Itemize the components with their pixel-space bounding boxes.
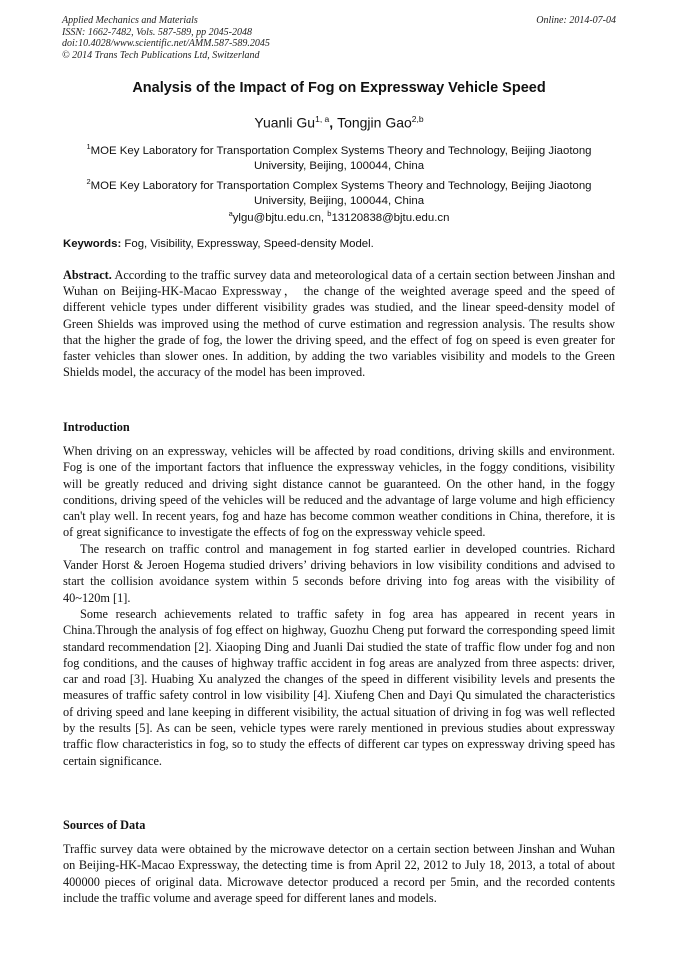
affiliation-marker: 2 bbox=[86, 177, 91, 186]
author-superscript: 2,b bbox=[411, 114, 424, 124]
section-heading-introduction: Introduction bbox=[63, 420, 130, 434]
email-address: ylgu@bjtu.edu.cn, bbox=[232, 211, 328, 224]
journal-doi: doi:10.4028/www.scientific.net/AMM.587-589.2045 bbox=[62, 38, 270, 49]
affiliation-2 bbox=[80, 174, 598, 209]
journal-copyright: © 2014 Trans Tech Publications Ltd, Switzerland bbox=[62, 49, 260, 61]
author-name: Yuanli Gu bbox=[254, 114, 316, 131]
author-separator: , bbox=[329, 114, 338, 131]
affiliation-marker: 1 bbox=[86, 142, 91, 151]
paper-title: Analysis of the Impact of Fog on Expressway Vehicle Speed bbox=[132, 80, 546, 96]
paragraph: When driving on an expressway, vehicles will be affected by road conditions, driving skills and environment. Fog is one of the important factors that influence the expressway vehicles, in the foggy conditions, visibility will be greatly reduced and driving sight distance cannot be guaranteed. On the other hand, in the foggy conditions, driving speed of the vehicles will be reduced and the advantage of large volume and high efficiency can't play well. In recent years, fog and haze has become common weather conditions in China, therefore, it is of great significance to investigate the effects of fog on the expressway vehicle speed. bbox=[63, 444, 615, 540]
paragraph: Some research achievements related to traffic safety in fog area has appeared in recent years in China.Through the analysis of fog effect on highway, Guozhu Cheng put forward the corresponding speed limit standard recommendation [2]. Xiaoping Ding and Juanli Dai studied the state of traffic flow under fog and non fog conditions, and the causes of highway traffic accident in fog areas are analyzed from three aspects: driver, car and road [3]. Huabing Xu analyzed the changes of the speed in different visibility levels and presents the measures of traffic safety control in low visibility [4]. Xiufeng Chen and Dayi Qu simulated the characteristics of driving speed and lane keeping in different visibility, the actual situation of driving in fog was well reflected by the results [5]. As can be seen, vehicle types were rarely mentioned in previous studies about expressway traffic flow characteristics in fog, so to study the effects of different car types on expressway driving speed has certain significance. bbox=[63, 606, 615, 768]
author-line bbox=[0, 114, 678, 131]
abstract-text: According to the traffic survey data and meteorological data of a certain section between Jinshan and Wuhan on Beijing-HK-Macao Expressway， the change of the weighted average speed and the speed of different vehicle types under different visibility grades was studied, and the linear speed-density model of Green Shields was improved using the method of curve estimation and regression analysis. The results show that the higher the grade of fog, the lower the driving speed, and the effect of fog on speed is even greater for faster vehicles than slower ones. In addition, by adding the two variables visibility and models to the Green Shields model, the accuracy of the model has been improved. bbox=[63, 268, 615, 380]
paragraph: The research on traffic control and management in fog started earlier in developed countries. Richard Vander Horst & Jeroen Hogema studied drivers’ driving behaviors in low visibility conditions and advised to start the collision avoidance system within 5 seconds before driving into fog areas with the visibility of 40~120m [1]. bbox=[63, 541, 615, 605]
paragraph: Traffic survey data were obtained by the microwave detector on a certain section between Jinshan and Wuhan on Beijing-HK-Macao Expressway, the detecting time is from April 22, 2012 to July 18, 2013, a total of about 400000 pieces of original data. Microwave detector produced a record per 5min, and the recorded contents include the traffic volume and average speed for different lanes and models. bbox=[63, 842, 615, 905]
affiliation-text: MOE Key Laboratory for Transportation Complex Systems Theory and Technology, Beijing Jiaotong University, Beijing, 100044, China bbox=[90, 144, 592, 172]
email-marker: a bbox=[228, 209, 233, 218]
online-date: Online: 2014-07-04 bbox=[536, 15, 616, 26]
abstract-label: Abstract. bbox=[63, 268, 112, 282]
author-name: Tongjin Gao bbox=[337, 114, 412, 131]
author-emails bbox=[0, 209, 678, 224]
affiliation-text: MOE Key Laboratory for Transportation Complex Systems Theory and Technology, Beijing Jiaotong University, Beijing, 100044, China bbox=[90, 179, 592, 207]
email-address: 13120838@bjtu.edu.cn bbox=[331, 211, 450, 224]
section-heading-sources: Sources of Data bbox=[63, 818, 146, 832]
journal-issn: ISSN: 1662-7482, Vols. 587-589, pp 2045-2048 bbox=[62, 26, 252, 38]
email-marker: b bbox=[327, 209, 332, 218]
journal-header bbox=[62, 15, 270, 61]
keywords-text: Fog, Visibility, Expressway, Speed-density Model. bbox=[121, 238, 374, 250]
sources-body bbox=[63, 841, 615, 906]
affiliation-1 bbox=[80, 139, 598, 174]
keywords bbox=[63, 238, 615, 250]
introduction-body bbox=[63, 443, 615, 769]
keywords-label: Keywords: bbox=[63, 238, 122, 250]
author-superscript: 1, a bbox=[315, 114, 330, 124]
abstract bbox=[63, 267, 615, 380]
journal-name: Applied Mechanics and Materials bbox=[62, 15, 198, 26]
